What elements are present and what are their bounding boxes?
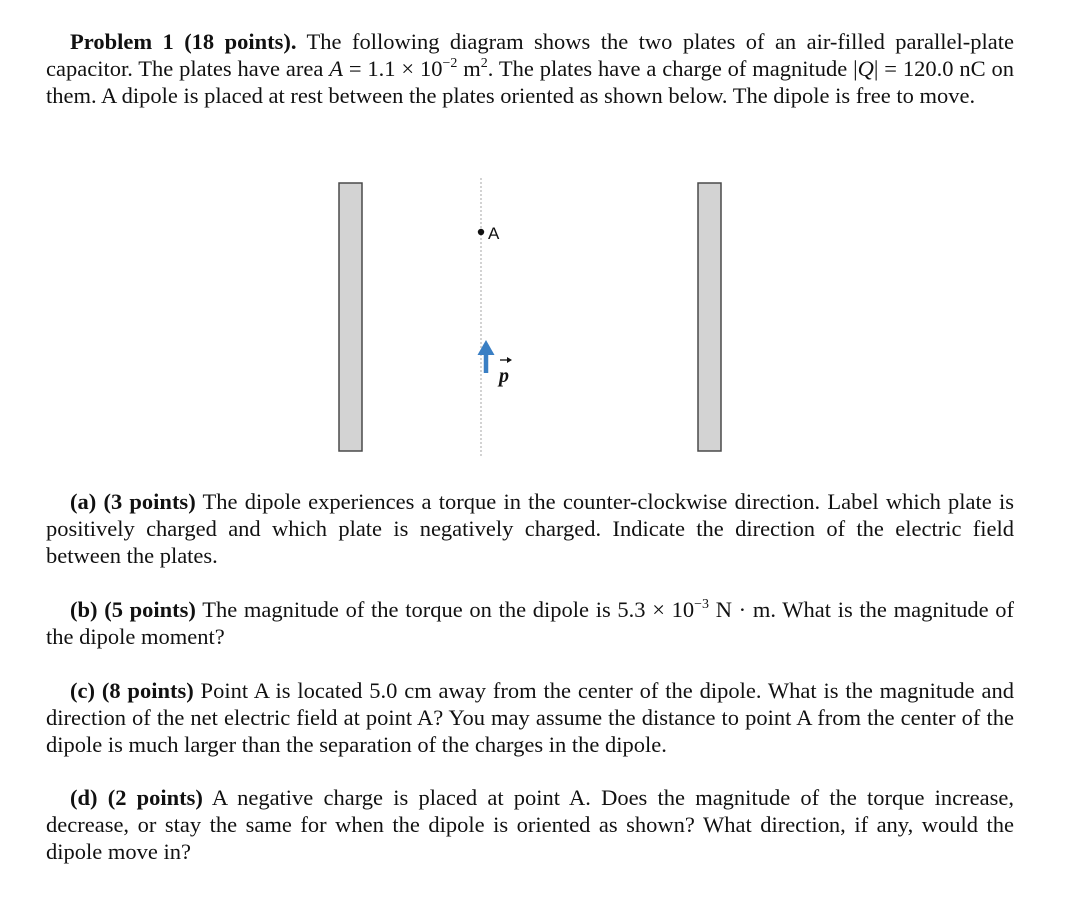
area-exponent: −2 [442, 56, 458, 71]
part-b-label: (b) (5 points) [70, 597, 196, 622]
part-c-question [46, 677, 1014, 758]
part-d-text: A negative charge is placed at point A. Does the magnitude of the torque increase, decrease, or stay the same for when the dipole is oriented as shown? What direction, if any, would the dipole move in? [46, 785, 1015, 864]
area-unit-exponent: 2 [480, 56, 488, 71]
charge-variable: Q [857, 56, 874, 81]
part-c-label: (c) (8 points) [70, 678, 194, 703]
dipole-arrow-icon [478, 340, 495, 373]
dipole-arrow-head [478, 340, 495, 355]
part-a-label: (a) (3 points) [70, 489, 196, 514]
right-plate [698, 183, 721, 451]
point-a-label: A [488, 224, 500, 243]
part-d-label: (d) (2 points) [70, 785, 203, 810]
part-c-text: Point A is located 5.0 cm away from the center of the dipole. What is the magnitude and direction of the net electric field at point A? You may assume the distance to point A from the center of the dipole is much larger than the separation of the charges in the dipole. [46, 678, 1015, 757]
intro-text-4: . The plates have a charge of magnitude | [487, 56, 858, 81]
point-a-dot [478, 229, 484, 235]
problem-heading: Problem 1 (18 points). [70, 29, 297, 54]
dipole-moment-label [497, 357, 512, 387]
intro-text-5: | = 120.0 nC on them. A dipole is placed at rest between the plates oriented as shown below. The dipole is free to move. [46, 56, 1014, 108]
vector-arrow-icon [507, 357, 512, 363]
intro-text-1: The following diagram shows the two plates of an air-filled parallel-plate capacitor. The plates have area [46, 29, 1014, 81]
part-a-text: The dipole experiences a torque in the counter-clockwise direction. Label which plate is positively charged and which plate is negatively charged. Indicate the direction of the electric field between the plates. [46, 489, 1014, 568]
dipole-p-label: p [499, 365, 509, 387]
part-b-text-2: N · m. What is the magnitude of the dipole moment? [46, 597, 1015, 649]
area-variable: A [329, 56, 343, 81]
part-d-question [46, 784, 1014, 865]
intro-text-2: = 1.1 × 10 [342, 56, 443, 81]
part-b-question [46, 596, 1014, 650]
part-a-question [46, 488, 1014, 569]
problem-statement [46, 28, 1014, 109]
part-b-text-1: The magnitude of the torque on the dipole is 5.3 × 10 [195, 597, 695, 622]
left-plate [339, 183, 362, 451]
torque-exponent: −3 [694, 597, 710, 612]
intro-text-3: m [457, 56, 481, 81]
